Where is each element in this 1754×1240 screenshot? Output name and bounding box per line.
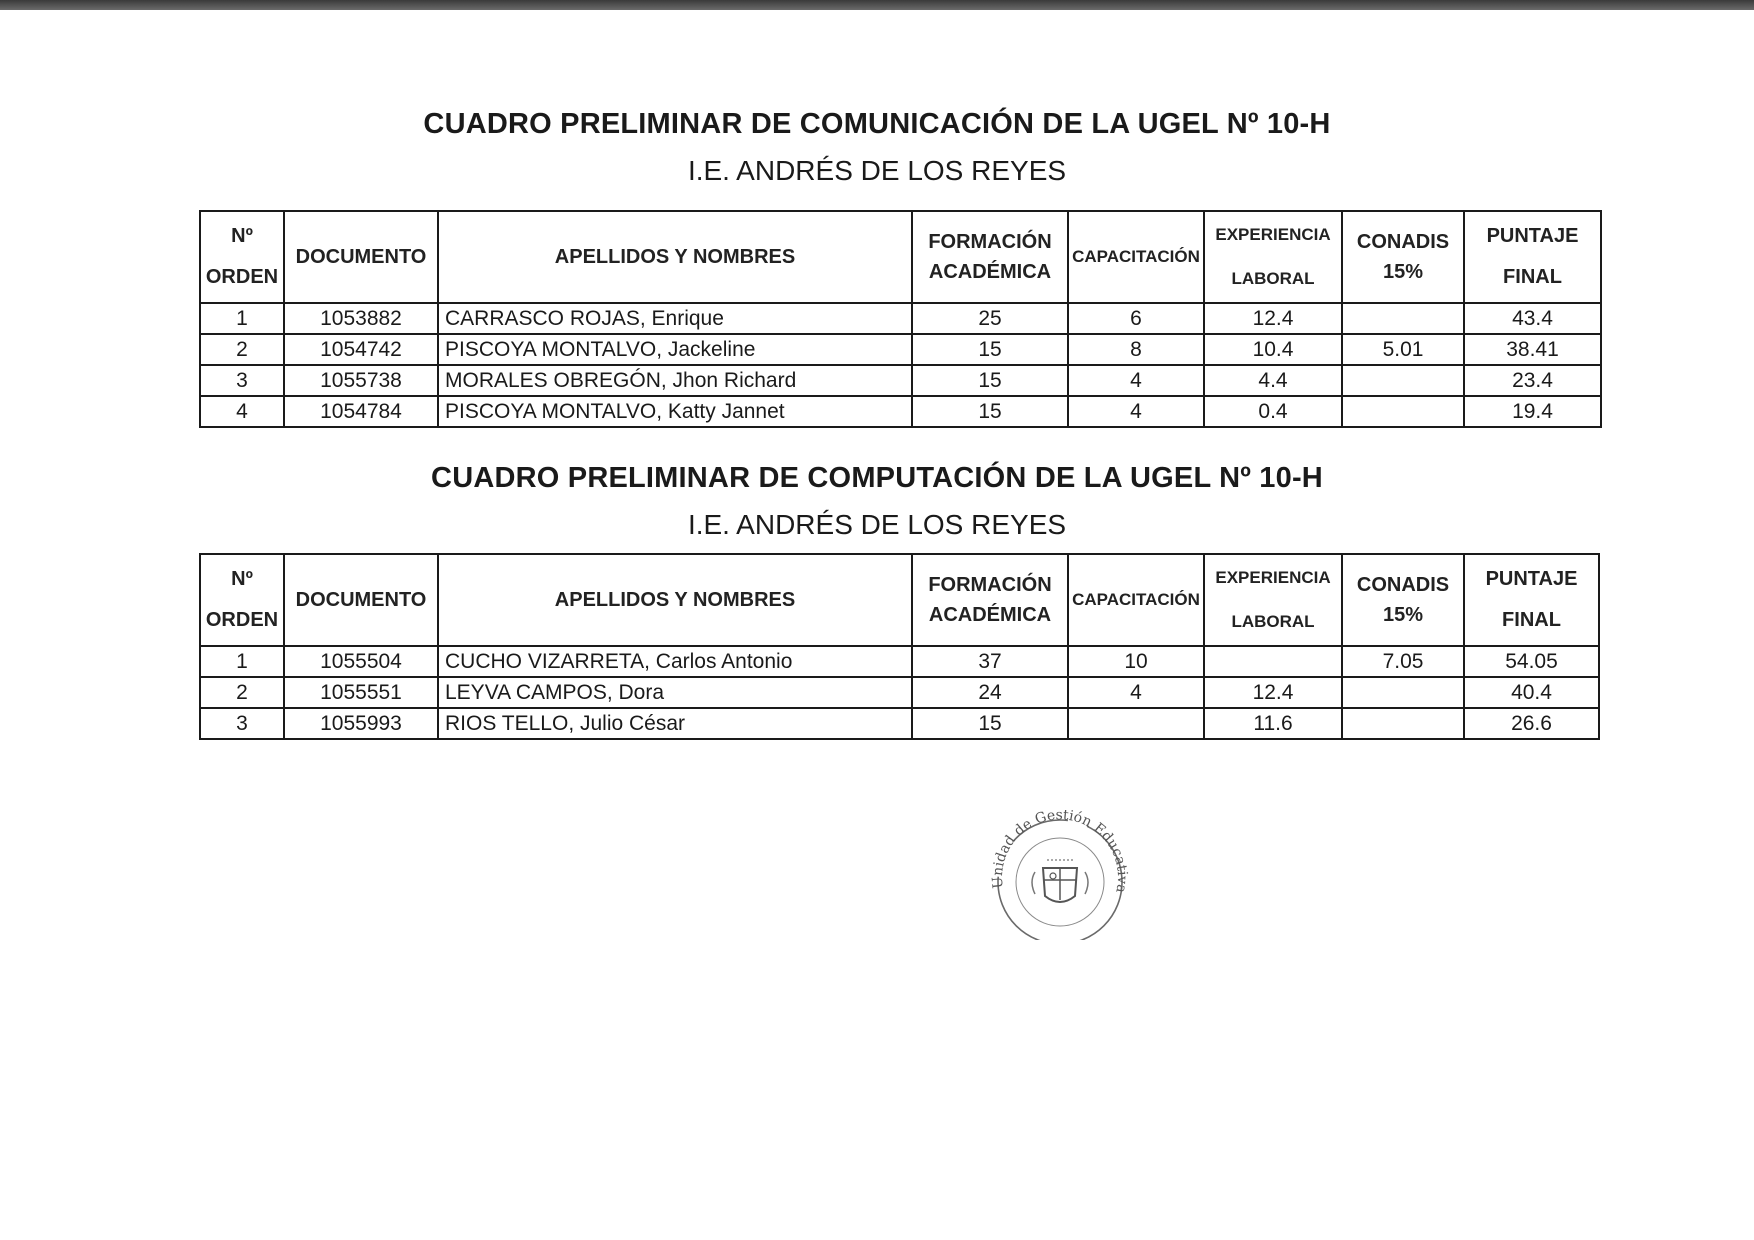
table-row <box>200 708 1599 739</box>
cell-conadis <box>1342 396 1464 427</box>
cell-documento: 1053882 <box>284 303 438 334</box>
cell-nombre: PISCOYA MONTALVO, Jackeline <box>438 334 912 365</box>
section-subtitle: I.E. ANDRÉS DE LOS REYES <box>687 509 1067 540</box>
table-comunicacion <box>199 210 1602 428</box>
official-stamp <box>985 810 1135 940</box>
cell-capacitacion <box>1068 708 1204 739</box>
cell-puntaje: 19.4 <box>1464 396 1601 427</box>
cell-orden: 3 <box>200 708 284 739</box>
stamp-seal-icon <box>985 810 1135 940</box>
table-row <box>200 646 1599 677</box>
cell-conadis: 7.05 <box>1342 646 1464 677</box>
cell-puntaje: 23.4 <box>1464 365 1601 396</box>
header-nombres: APELLIDOS Y NOMBRES <box>438 211 912 303</box>
scan-top-edge <box>0 0 1754 10</box>
table-header-row <box>200 554 1599 646</box>
cell-capacitacion: 4 <box>1068 677 1204 708</box>
header-conadis: CONADIS 15% <box>1342 554 1464 646</box>
cell-experiencia: 11.6 <box>1204 708 1342 739</box>
cell-orden: 2 <box>200 677 284 708</box>
svg-text:Unidad de Gestión Educativa Lo: Unidad de Gestión Educativa <box>989 810 1131 895</box>
header-experiencia: EXPERIENCIA LABORAL <box>1204 554 1342 646</box>
table-computacion <box>199 553 1600 740</box>
section-computacion-heading <box>0 462 1754 541</box>
section-title: CUADRO PRELIMINAR DE COMUNICACIÓN DE LA UGEL Nº 10-H <box>423 108 1331 140</box>
header-formacion: FORMACIÓN ACADÉMICA <box>912 211 1068 303</box>
cell-puntaje: 54.05 <box>1464 646 1599 677</box>
header-capacitacion: CAPACITACIÓN <box>1068 211 1204 303</box>
cell-documento: 1055993 <box>284 708 438 739</box>
header-documento: DOCUMENTO <box>284 554 438 646</box>
cell-experiencia: 12.4 <box>1204 303 1342 334</box>
cell-nombre: LEYVA CAMPOS, Dora <box>438 677 912 708</box>
cell-nombre: CARRASCO ROJAS, Enrique <box>438 303 912 334</box>
header-nombres: APELLIDOS Y NOMBRES <box>438 554 912 646</box>
cell-orden: 1 <box>200 303 284 334</box>
cell-puntaje: 43.4 <box>1464 303 1601 334</box>
section-subtitle: I.E. ANDRÉS DE LOS REYES <box>687 155 1067 186</box>
header-experiencia: EXPERIENCIA LABORAL <box>1204 211 1342 303</box>
cell-orden: 2 <box>200 334 284 365</box>
cell-orden: 3 <box>200 365 284 396</box>
cell-documento: 1055738 <box>284 365 438 396</box>
cell-nombre: CUCHO VIZARRETA, Carlos Antonio <box>438 646 912 677</box>
cell-formacion: 15 <box>912 708 1068 739</box>
cell-experiencia: 12.4 <box>1204 677 1342 708</box>
cell-capacitacion: 10 <box>1068 646 1204 677</box>
header-puntaje: PUNTAJE FINAL <box>1464 211 1601 303</box>
header-conadis: CONADIS 15% <box>1342 211 1464 303</box>
header-documento: DOCUMENTO <box>284 211 438 303</box>
cell-experiencia <box>1204 646 1342 677</box>
cell-formacion: 25 <box>912 303 1068 334</box>
cell-capacitacion: 4 <box>1068 396 1204 427</box>
table-row <box>200 396 1601 427</box>
cell-capacitacion: 8 <box>1068 334 1204 365</box>
cell-documento: 1054784 <box>284 396 438 427</box>
cell-orden: 4 <box>200 396 284 427</box>
table-row <box>200 334 1601 365</box>
header-orden: Nº ORDEN <box>200 554 284 646</box>
cell-conadis: 5.01 <box>1342 334 1464 365</box>
cell-puntaje: 26.6 <box>1464 708 1599 739</box>
table-row <box>200 365 1601 396</box>
cell-experiencia: 4.4 <box>1204 365 1342 396</box>
cell-formacion: 15 <box>912 365 1068 396</box>
cell-formacion: 37 <box>912 646 1068 677</box>
cell-formacion: 24 <box>912 677 1068 708</box>
header-capacitacion: CAPACITACIÓN <box>1068 554 1204 646</box>
cell-nombre: MORALES OBREGÓN, Jhon Richard <box>438 365 912 396</box>
section-title: CUADRO PRELIMINAR DE COMPUTACIÓN DE LA UGEL Nº 10-H <box>431 462 1323 494</box>
header-formacion: FORMACIÓN ACADÉMICA <box>912 554 1068 646</box>
cell-conadis <box>1342 677 1464 708</box>
section-comunicacion-heading <box>0 108 1754 187</box>
table-row <box>200 303 1601 334</box>
cell-documento: 1054742 <box>284 334 438 365</box>
header-puntaje: PUNTAJE FINAL <box>1464 554 1599 646</box>
cell-experiencia: 10.4 <box>1204 334 1342 365</box>
cell-conadis <box>1342 303 1464 334</box>
cell-nombre: PISCOYA MONTALVO, Katty Jannet <box>438 396 912 427</box>
table-header-row <box>200 211 1601 303</box>
table-row <box>200 677 1599 708</box>
cell-formacion: 15 <box>912 396 1068 427</box>
cell-capacitacion: 6 <box>1068 303 1204 334</box>
cell-formacion: 15 <box>912 334 1068 365</box>
cell-documento: 1055551 <box>284 677 438 708</box>
cell-puntaje: 40.4 <box>1464 677 1599 708</box>
cell-conadis <box>1342 708 1464 739</box>
cell-puntaje: 38.41 <box>1464 334 1601 365</box>
cell-nombre: RIOS TELLO, Julio César <box>438 708 912 739</box>
cell-documento: 1055504 <box>284 646 438 677</box>
cell-orden: 1 <box>200 646 284 677</box>
cell-conadis <box>1342 365 1464 396</box>
cell-experiencia: 0.4 <box>1204 396 1342 427</box>
cell-capacitacion: 4 <box>1068 365 1204 396</box>
header-orden: Nº ORDEN <box>200 211 284 303</box>
